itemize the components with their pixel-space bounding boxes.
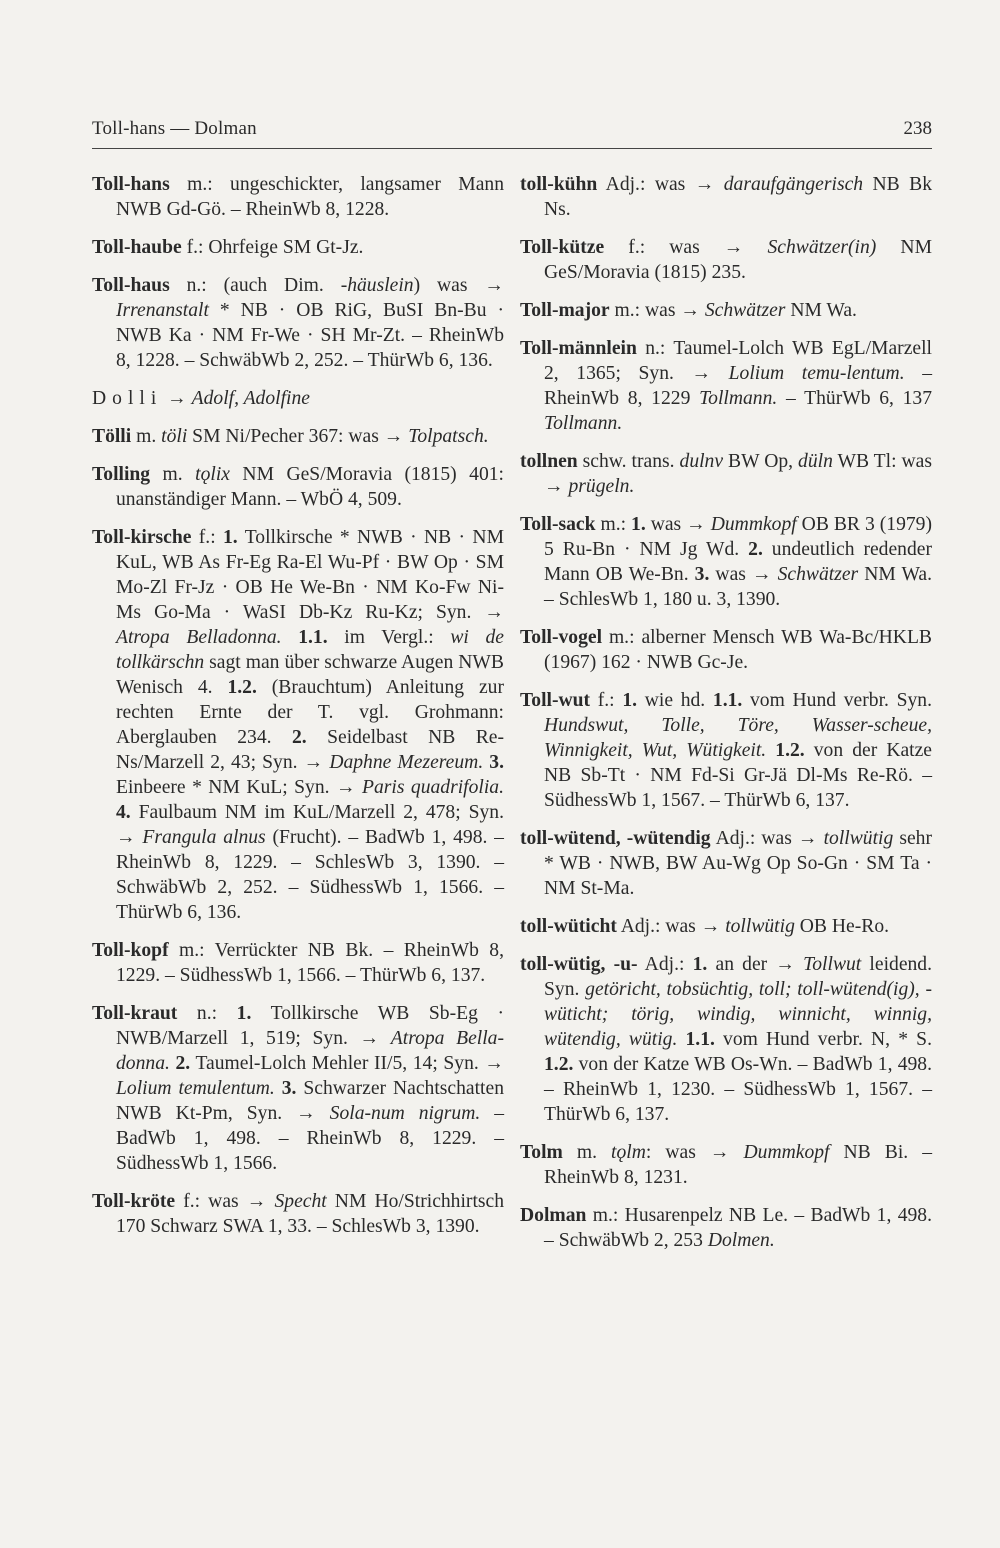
entry-text: sagt man über schwarze Augen NWB Wenisch 4. (116, 652, 504, 698)
dictionary-entry (92, 235, 504, 260)
entry-text: f.: was → (604, 237, 768, 258)
entry-italic: wi de tollkärschn (116, 627, 504, 673)
entry-lemma: toll-wütig, -u- (520, 954, 638, 975)
sense-number: 1.1. (281, 627, 328, 648)
entry-text: NM GeS/Moravia (1815) 235. (544, 237, 932, 283)
dictionary-entry (520, 826, 932, 901)
sense-number: 3. (483, 752, 505, 773)
entry-italic: töli (161, 426, 188, 447)
entry-italic: Dummkopf (710, 514, 797, 535)
sense-number: 1. (236, 1003, 252, 1024)
entry-text: NB Bk Ns. (544, 174, 932, 220)
sense-number: 2. (271, 727, 307, 748)
entry-lemma: Toll-männlein (520, 338, 637, 359)
entry-text: * NB · OB RiG, BuSI Bn-Bu · NWB Ka · NM Fr-We · SH Mr-Zt. – RheinWb 8, 1228. – SchwäbWb 2, 252. – ThürWb 6, 136. (116, 300, 504, 371)
entry-text: von der Katze WB Os-Wn. – BadWb 1, 498. – RheinWb 1, 1230. – SüdhessWb 1, 1567. – ThürWb 6, 137. (544, 1054, 932, 1125)
entry-text: n.: (177, 1003, 237, 1024)
entry-lemma: Toll-kraut (92, 1003, 178, 1024)
entry-italic: Tollmann. (544, 413, 623, 434)
entry-lemma: Toll-kütze (520, 237, 605, 258)
sense-number: 2. (739, 539, 763, 560)
entry-italic: Paris quadrifolia. (362, 777, 504, 798)
entry-italic: Irrenanstalt (116, 300, 209, 321)
entry-text: NB Bi. – RheinWb 8, 1231. (544, 1142, 932, 1188)
entry-italic: tǫlm (611, 1142, 646, 1163)
entry-text: vom Hund verbr. Syn. (742, 690, 932, 711)
dictionary-entry (92, 172, 504, 222)
entry-italic: Schwätzer (777, 564, 859, 585)
entry-text: ) was → (413, 275, 504, 296)
entry-italic: daraufgängerisch (723, 174, 864, 195)
entry-text: Adj.: was → (597, 174, 724, 195)
entry-text: undeutlich redender Mann OB We-Bn. (544, 539, 932, 585)
entry-text: von der Katze NB Sb-Tt · NM Fd-Si Gr-Jä Dl-Ms Re-Rö. – SüdhessWb 1, 1567. – ThürWb 6, 137. (544, 740, 932, 811)
left-column (92, 172, 504, 1252)
entry-italic: Schwätzer (704, 300, 786, 321)
entry-text: BW Op, (723, 451, 799, 472)
entry-italic: Atropa Bella-donna. (116, 1028, 504, 1074)
sense-number: 3. (274, 1078, 297, 1099)
entry-lemma: toll-wütend, -wütendig (520, 828, 711, 849)
dictionary-entry (520, 952, 932, 1127)
entry-lemma: Toll-kopf (92, 940, 169, 961)
entry-text: was → (709, 564, 778, 585)
dictionary-entry (92, 1189, 504, 1239)
sense-number: 1.1. (677, 1029, 715, 1050)
entry-italic: dulnv (679, 451, 724, 472)
dictionary-entry (92, 938, 504, 988)
entry-text: m. (562, 1142, 612, 1163)
entry-text: Adj.: was → (616, 916, 726, 937)
entry-text: leidend. Syn. (544, 954, 933, 1000)
entry-text: Tollkirsche WB Sb-Eg · NWB/Marzell 1, 519; Syn. → (116, 1003, 505, 1049)
entry-italic: Atropa Belladonna. (116, 627, 282, 648)
sense-number: 2. (169, 1053, 191, 1074)
entry-italic: tǫlix (195, 464, 230, 485)
sense-number: 1. (223, 527, 238, 548)
entry-italic: Tolpatsch. (408, 426, 489, 447)
entry-text: vom Hund verbr. N, * S. (714, 1029, 932, 1050)
entry-text: m.: (595, 514, 632, 535)
dictionary-entry (520, 1203, 932, 1253)
entry-text: wie hd. (637, 690, 706, 711)
entry-text: Adj.: was → (710, 828, 824, 849)
right-column (520, 172, 932, 1266)
entry-lemma: toll-wüticht (520, 916, 617, 937)
entry-lemma: Toll-hans (92, 174, 170, 195)
entry-text: f.: Ohrfeige SM Gt-Jz. (181, 237, 364, 258)
entry-text: OB BR 3 (1979) 5 Ru-Bn · NM Jg Wd. (544, 514, 932, 560)
entry-italic: tollwütig (823, 828, 894, 849)
entry-text: schw. trans. (577, 451, 680, 472)
sense-number: 1. (692, 954, 708, 975)
dictionary-entry (92, 386, 504, 411)
entry-text: was → (645, 514, 711, 535)
dictionary-entry (520, 298, 932, 323)
dictionary-entry (520, 625, 932, 675)
entry-lemma: Toll-kröte (92, 1191, 176, 1212)
header-title: Toll-hans — Dolman (92, 118, 257, 139)
entry-text: f.: (191, 527, 223, 548)
sense-number: 1. (622, 690, 638, 711)
dictionary-entry (520, 449, 932, 499)
entry-text: → (162, 388, 192, 409)
dictionary-entry (92, 273, 504, 373)
entry-text: m. (150, 464, 196, 485)
dictionary-entry (520, 172, 932, 222)
entry-text: Seidelbast NB Re-Ns/Marzell 2, 43; Syn. → (116, 727, 505, 773)
entry-lemma: tollnen (520, 451, 578, 472)
entry-text: Faulbaum NM im KuL/Marzell 2, 478; Syn. → (116, 802, 504, 848)
dictionary-entry (520, 688, 932, 813)
entry-lemma: Toll-sack (520, 514, 596, 535)
entry-text: f.: (590, 690, 623, 711)
sense-number: 1.2. (544, 1054, 574, 1075)
entry-italic: Daphne Mezereum. (329, 752, 484, 773)
sense-number: 1.2. (766, 740, 805, 761)
entry-italic: Adolf, Adolfine (191, 388, 310, 409)
dictionary-entry (92, 525, 504, 925)
entry-text: – RheinWb 8, 1229 (544, 363, 932, 409)
entry-text: sehr * WB · NWB, BW Au-Wg Op So-Gn · SM Ta · NM St-Ma. (544, 828, 932, 899)
page-number: 238 (903, 118, 932, 139)
entry-text: Adj.: (637, 954, 693, 975)
entry-text: NM Wa. (785, 300, 857, 321)
entry-text: Tollkirsche * NWB · NB · NM KuL, WB As Fr-Eg Ra-El Wu-Pf · BW Op · SM Mo-Zl Fr-Jz · OB He We-Bn · NM Ko-Fw Ni-Ms Go-Ma · WaSI Db-Kz Ru-Kz; Syn. → (116, 527, 504, 623)
entry-lemma: Tolling (92, 464, 151, 485)
entry-italic: Specht (274, 1191, 327, 1212)
entry-text: n.: Taumel-Lolch WB EgL/Marzell 2, 1365; Syn. → (544, 338, 932, 384)
entry-italic: Sola-num nigrum. (329, 1103, 481, 1124)
entry-text: m.: was → (609, 300, 705, 321)
entry-italic: -häuslein (340, 275, 414, 296)
entry-lemma: Toll-haus (92, 275, 170, 296)
entry-italic: prügeln. (568, 476, 635, 497)
entry-text: f.: was → (175, 1191, 275, 1212)
entry-text: – BadWb 1, 498. – RheinWb 8, 1229. – SüdhessWb 1, 1566. (116, 1103, 504, 1174)
entry-text: (Brauchtum) Anleitung zur rechten Ernte der T. vgl. Grohmann: Aberglauben 234. (116, 677, 504, 748)
entry-text: im Vergl.: (327, 627, 451, 648)
entry-italic: Dolmen. (707, 1230, 775, 1251)
entry-italic: Tollmann. (699, 388, 778, 409)
dictionary-entry (520, 512, 932, 612)
entry-text: : was → (645, 1142, 744, 1163)
entry-text: Taumel-Lolch Mehler II/5, 14; Syn. → (190, 1053, 505, 1074)
entry-text: m.: ungeschickter, langsamer Mann NWB Gd-Gö. – RheinWb 8, 1228. (116, 174, 504, 220)
dictionary-entry (520, 1140, 932, 1190)
entry-lemma: Tolm (520, 1142, 563, 1163)
entry-text: NM Ho/Strichhirtsch 170 Schwarz SWA 1, 33. – SchlesWb 3, 1390. (116, 1191, 505, 1237)
dictionary-entry (92, 424, 504, 449)
entry-text: Schwarzer Nachtschatten NWB Kt-Pm, Syn. → (116, 1078, 504, 1124)
entry-lemma: Toll-major (520, 300, 610, 321)
dictionary-entry (520, 336, 932, 436)
entry-lemma: Toll-kirsche (92, 527, 192, 548)
entry-text: SM Ni/Pecher 367: was → (187, 426, 409, 447)
entry-text: NM Wa. – SchlesWb 1, 180 u. 3, 1390. (544, 564, 932, 610)
entry-text: OB He-Ro. (794, 916, 890, 937)
entry-text: – ThürWb 6, 137 (777, 388, 932, 409)
entry-text: m.: Verrückter NB Bk. – RheinWb 8, 1229. – SüdhessWb 1, 1566. – ThürWb 6, 137. (116, 940, 504, 986)
entry-lemma: Toll-wut (520, 690, 591, 711)
entry-lemma: Toll-vogel (520, 627, 603, 648)
entry-italic: Dummkopf (743, 1142, 830, 1163)
entry-text: NM GeS/Moravia (1815) 401: unanständiger Mann. – WbÖ 4, 509. (116, 464, 504, 510)
dictionary-entry (520, 235, 932, 285)
sense-number: 1.2. (212, 677, 257, 698)
entry-text: (Frucht). – BadWb 1, 498. – RheinWb 8, 1229. – SchlesWb 3, 1390. – SchwäbWb 2, 252. – SüdhessWb 1, 1566. – ThürWb 6, 136. (116, 827, 504, 923)
entry-text: m. (131, 426, 162, 447)
entry-lemma: Dolman (520, 1205, 587, 1226)
entry-text: WB Tl: was → (544, 451, 932, 497)
entry-italic: getöricht, tobsüchtig, toll; toll-wütend(ig), -wüticht; törig, windig, winnicht, winnig, wütendig, wütig. (544, 979, 932, 1050)
sense-number: 4. (116, 802, 131, 823)
running-header (92, 116, 932, 149)
entry-text: Einbeere * NM KuL; Syn. → (116, 777, 362, 798)
entry-lemma: Dolli (92, 388, 163, 409)
entry-text: n.: (auch Dim. (169, 275, 341, 296)
sense-number: 3. (688, 564, 710, 585)
entry-italic: Tollwut (803, 954, 862, 975)
entry-italic: Lolium temu-lentum. (728, 363, 905, 384)
entry-italic: düln (798, 451, 833, 472)
dictionary-entry (92, 462, 504, 512)
entry-lemma: toll-kühn (520, 174, 598, 195)
entry-lemma: Tölli (92, 426, 132, 447)
sense-number: 1.1. (705, 690, 743, 711)
dictionary-entry (520, 914, 932, 939)
sense-number: 1. (631, 514, 646, 535)
entry-italic: Lolium temulentum. (116, 1078, 275, 1099)
entry-lemma: Toll-haube (92, 237, 182, 258)
entry-text: m.: alberner Mensch WB Wa-Bc/HKLB (1967) 162 · NWB Gc-Je. (544, 627, 932, 673)
dictionary-entry (92, 1001, 504, 1176)
entry-italic: Frangula alnus (142, 827, 266, 848)
entry-italic: Hundswut, Tolle, Töre, Wasser-scheue, Winnigkeit, Wut, Wütigkeit. (544, 715, 932, 761)
entry-text: m.: Husarenpelz NB Le. – BadWb 1, 498. – SchwäbWb 2, 253 (544, 1205, 932, 1251)
entry-text: an der → (707, 954, 804, 975)
entry-italic: Schwätzer(in) (767, 237, 877, 258)
entry-italic: tollwütig (725, 916, 795, 937)
